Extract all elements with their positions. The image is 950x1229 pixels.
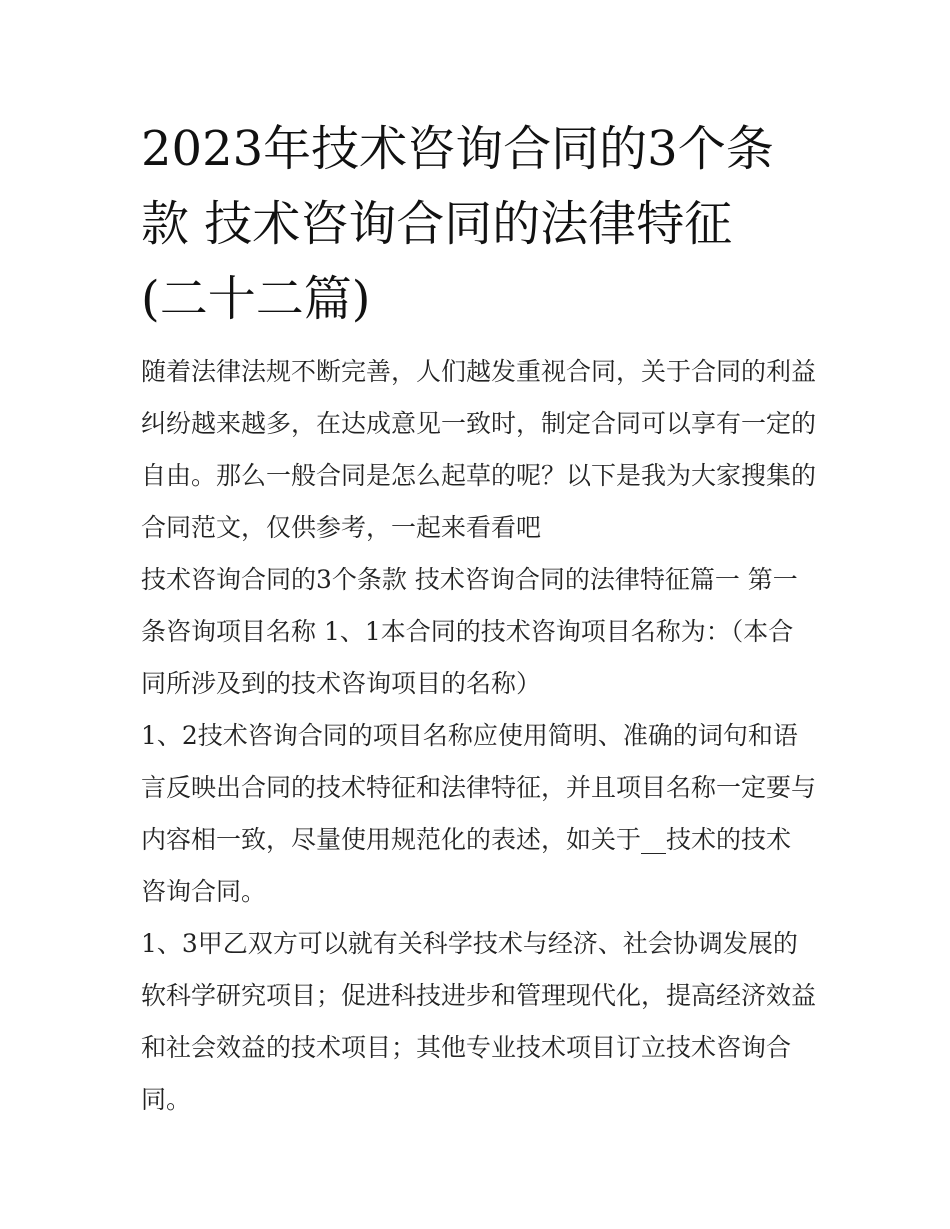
text-line: 同所涉及到的技术咨询项目的名称） — [141, 669, 542, 698]
paragraph-clause-1-2 — [141, 710, 821, 918]
paragraph-article-one — [141, 554, 821, 710]
text-line: 同。 — [141, 1085, 192, 1114]
text-line: 1、2技术咨询合同的项目名称应使用简明、准确的词句和语 — [141, 721, 798, 750]
text-line: 随着法律法规不断完善，人们越发重视合同，关于合同的利益 — [141, 357, 817, 386]
document-title — [141, 112, 821, 337]
text-line: 咨询合同。 — [141, 877, 267, 906]
intro-paragraph — [141, 346, 821, 554]
text-line: 技术咨询合同的3个条款 技术咨询合同的法律特征篇一 第一 — [141, 565, 798, 594]
text-line: 自由。那么一般合同是怎么起草的呢？以下是我为大家搜集的 — [141, 461, 817, 490]
document-content — [141, 112, 821, 1126]
title-line: (二十二篇) — [141, 271, 371, 327]
text-line: 内容相一致，尽量使用规范化的表述，如关于__技术的技术 — [141, 825, 792, 854]
title-line: 款 技术咨询合同的法律特征 — [141, 196, 733, 252]
title-line: 2023年技术咨询合同的3个条 — [141, 121, 774, 177]
text-line: 言反映出合同的技术特征和法律特征，并且项目名称一定要与 — [141, 773, 817, 802]
text-line: 条咨询项目名称 1、1本合同的技术咨询项目名称为：（本合 — [141, 617, 794, 646]
text-line: 软科学研究项目；促进科技进步和管理现代化，提高经济效益 — [141, 981, 817, 1010]
paragraph-clause-1-3 — [141, 918, 821, 1126]
text-line: 1、3甲乙双方可以就有关科学技术与经济、社会协调发展的 — [141, 929, 798, 958]
text-line: 和社会效益的技术项目；其他专业技术项目订立技术咨询合 — [141, 1033, 792, 1062]
text-line: 合同范文，仅供参考，一起来看看吧 — [141, 513, 542, 542]
text-line: 纠纷越来越多，在达成意见一致时，制定合同可以享有一定的 — [141, 409, 817, 438]
